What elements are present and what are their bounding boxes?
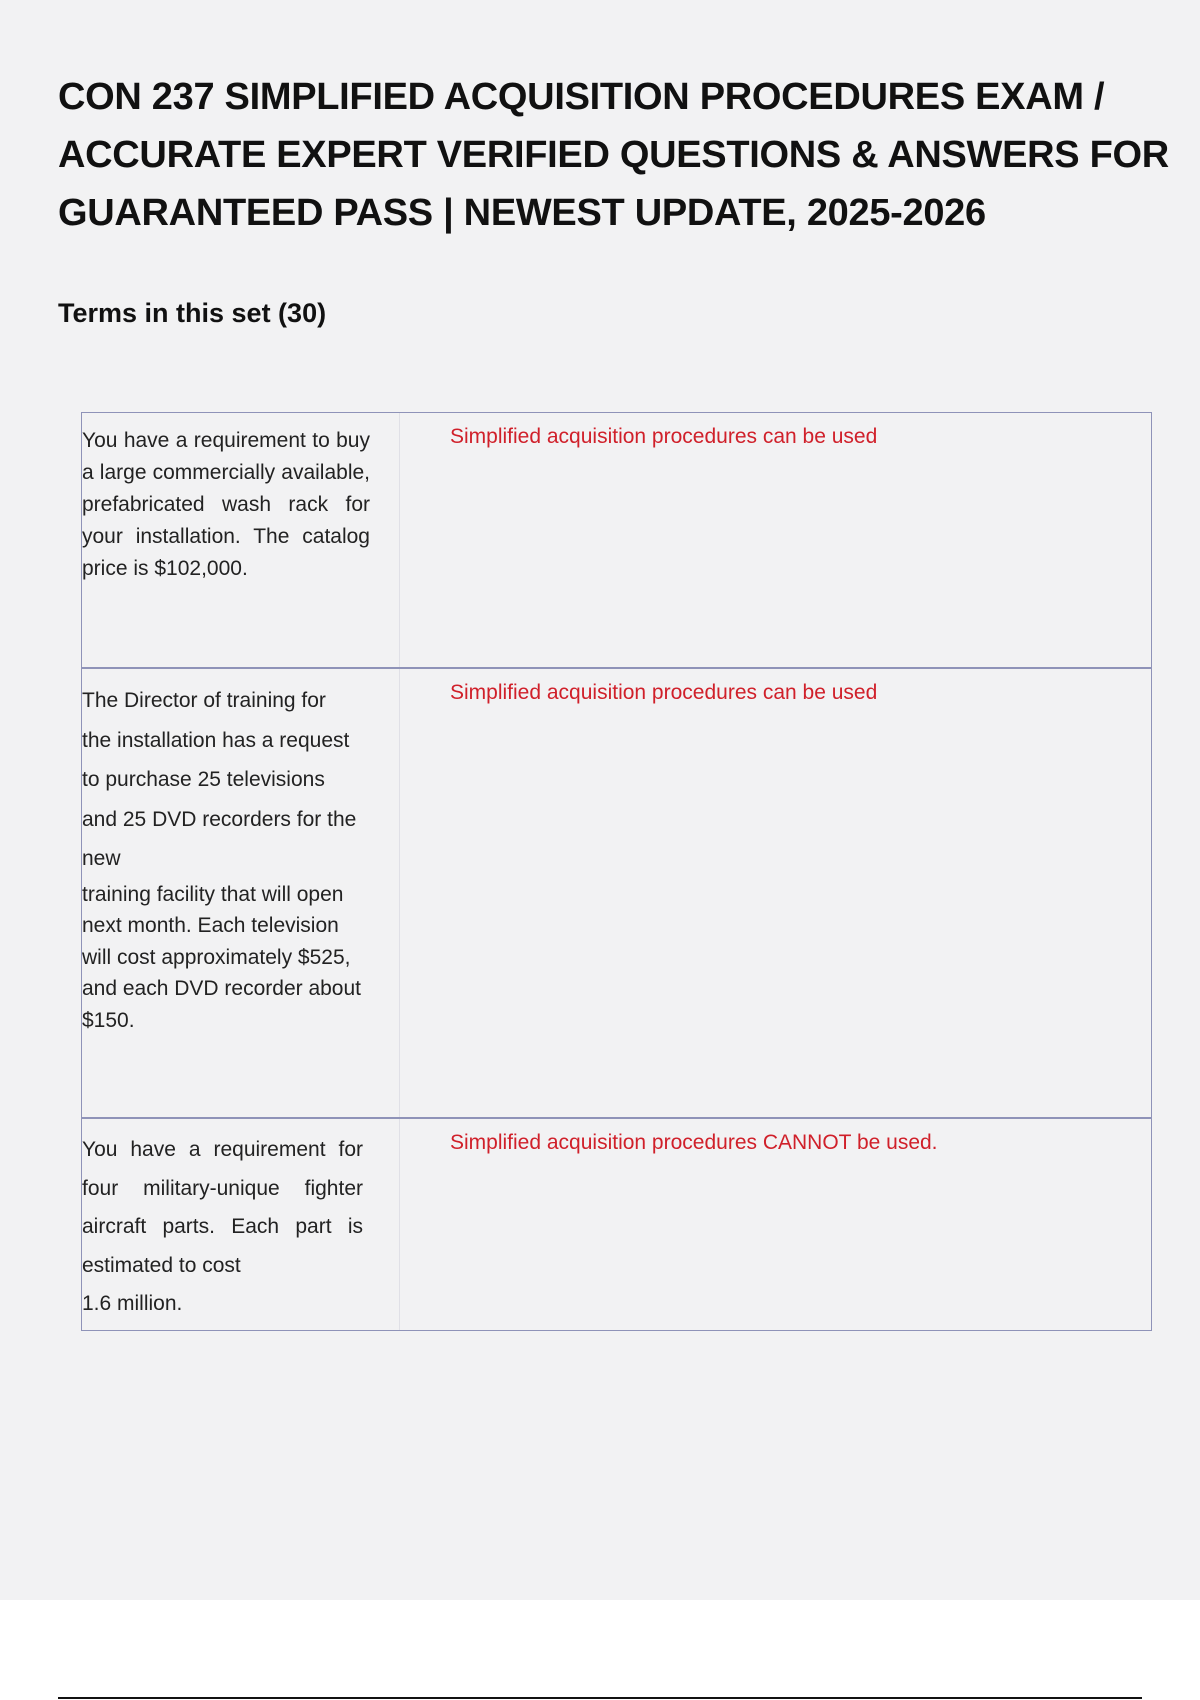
definition-cell bbox=[400, 1119, 1151, 1330]
definition-text: Simplified acquisition procedures can be used bbox=[450, 681, 878, 704]
term-cell bbox=[82, 1119, 400, 1330]
title-line: GUARANTEED PASS | NEWEST UPDATE, 2025-2026 bbox=[58, 192, 986, 234]
definition-cell bbox=[400, 669, 1151, 1117]
term-text-line: will cost approximately $525, bbox=[82, 945, 351, 969]
term-text-line: four military-unique fighter bbox=[82, 1176, 363, 1200]
term-text-line: You have a requirement for bbox=[82, 1138, 363, 1161]
term-text-line: $150. bbox=[82, 1008, 135, 1032]
terms-count-heading: Terms in this set (30) bbox=[58, 298, 327, 328]
term-text-line: next month. Each television bbox=[82, 914, 339, 937]
term-text-line: aircraft parts. Each part is bbox=[82, 1215, 363, 1238]
footer-divider bbox=[58, 1697, 1142, 1699]
term-row bbox=[82, 1117, 1151, 1330]
term-text: You have a requirement to buy a large commercially available, prefabricated wash rack for your installation. The catalog price is $102,000. bbox=[82, 429, 370, 580]
term-cell bbox=[82, 413, 400, 667]
term-text-line: new bbox=[82, 847, 121, 870]
definition-cell bbox=[400, 413, 1151, 667]
title-line: CON 237 SIMPLIFIED ACQUISITION PROCEDURES EXAM / bbox=[58, 76, 1105, 118]
title-line: ACCURATE EXPERT VERIFIED QUESTIONS & ANSWERS FOR bbox=[58, 134, 1169, 176]
terms-table bbox=[81, 412, 1152, 1331]
term-text-line: and each DVD recorder about bbox=[82, 977, 361, 1000]
term-text-line: the installation has a request bbox=[82, 728, 350, 752]
document-title bbox=[58, 68, 1169, 242]
term-text-line: estimated to cost bbox=[82, 1253, 241, 1277]
term-row bbox=[82, 413, 1151, 667]
definition-text: Simplified acquisition procedures CANNOT be used. bbox=[450, 1131, 938, 1154]
term-text-line: training facility that will open bbox=[82, 882, 344, 906]
term-cell bbox=[82, 669, 400, 1117]
term-text-line: and 25 DVD recorders for the bbox=[82, 807, 357, 831]
term-text-line: 1.6 million. bbox=[82, 1292, 183, 1315]
definition-text: Simplified acquisition procedures can be used bbox=[450, 425, 878, 448]
term-text-line: The Director of training for bbox=[82, 689, 326, 712]
term-text-line: to purchase 25 televisions bbox=[82, 768, 325, 791]
term-row bbox=[82, 667, 1151, 1117]
